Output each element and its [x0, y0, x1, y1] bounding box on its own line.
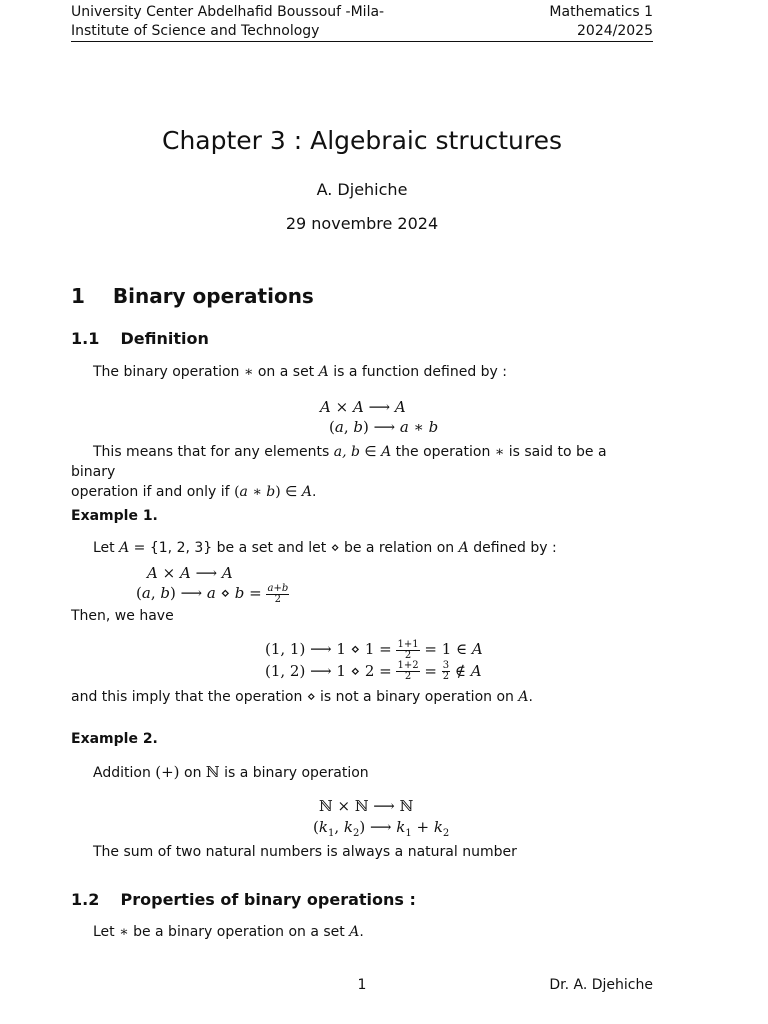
example-1-then: Then, we have: [71, 608, 174, 624]
example-1-mapping: A × A ⟶ A (a, b) ⟶ a ⋄ b = $\frac{a+b}{2}$: [136, 564, 289, 605]
subsection-heading: [71, 329, 209, 348]
example-2-sum-text: The sum of two natural numbers is always a natural number: [93, 844, 517, 860]
example-1-computation: (1, 1) ⟶ 1 ⋄ 1 = $\frac{1+1}{2}$ = 1 ∈ A (1, 2) ⟶ 1 ⋄ 2 = $\frac{1+2}{2}$ = $\frac{3}{2}$ ∉ A: [265, 638, 483, 682]
document-title: Chapter 3 : Algebraic structures: [162, 126, 562, 155]
document-date: 29 novembre 2024: [285, 214, 439, 233]
header-institution-line1: University Center Abdelhafid Boussouf -Mila-: [71, 4, 385, 20]
text-fragment: be a relation on: [343, 540, 455, 556]
header-institution: [71, 3, 384, 41]
example-1-statement: Let A = {1, 2, 3} be a set and let ⋄ be a relation on A defined by :: [93, 540, 557, 556]
text-fragment: operation if and only if: [71, 484, 230, 500]
subsection-number: 1.1: [71, 329, 100, 348]
text-fragment: .: [359, 924, 364, 940]
text-fragment: is a binary operation: [224, 765, 369, 781]
let-star-statement: Let ∗ be a binary operation on a set A.: [93, 924, 364, 940]
page-number: 1: [357, 977, 367, 993]
header-course: [549, 3, 653, 41]
header-institution-line2: Institute of Science and Technology: [71, 23, 320, 39]
header-course-line2: 2024/2025: [577, 23, 653, 39]
text-fragment: .: [311, 484, 317, 500]
text-fragment: is not a binary operation on: [320, 689, 514, 705]
definition-mapping: A × A ⟶ A (a, b) ⟶ a ∗ b: [320, 398, 439, 436]
example-1-label: Example 1.: [71, 508, 158, 524]
subsection-heading-2: [71, 890, 416, 909]
text-fragment: .: [528, 689, 533, 705]
footer-author: Dr. A. Djehiche: [549, 977, 653, 993]
text-fragment: The binary operation: [93, 364, 240, 380]
text-fragment: is a function defined by :: [333, 364, 508, 380]
text-fragment: This means that for any elements: [93, 444, 330, 460]
text-fragment: and this imply that the operation: [71, 689, 303, 705]
example-2-mapping: ℕ × ℕ ⟶ ℕ ($k_1$, $k_2$) ⟶ $k_1 + k_2$: [313, 797, 450, 839]
text-fragment: be a binary operation on a set: [133, 924, 345, 940]
text-fragment: on a set: [257, 364, 315, 380]
section-title: Binary operations: [112, 284, 314, 308]
text-fragment: defined by :: [473, 540, 557, 556]
text-fragment: Addition: [93, 765, 151, 781]
text-fragment: Let: [93, 924, 115, 940]
example-2-statement: Addition (+) on ℕ is a binary operation: [93, 763, 369, 781]
definition-explanation: This means that for any elements a, b ∈ A the operation ∗ is said to be a binary operation if and only if (a ∗ b) ∈ A.: [71, 444, 607, 500]
text-fragment: be a set and let: [216, 540, 327, 556]
header-course-line1: Mathematics 1: [549, 4, 653, 20]
section-number: 1: [71, 284, 85, 308]
header-rule: [71, 41, 653, 42]
text-fragment: on: [184, 765, 202, 781]
subsection-title: Properties of binary operations :: [120, 890, 416, 909]
subsection-number: 1.2: [71, 890, 100, 909]
text-fragment: the operation: [395, 444, 491, 460]
example-2-label: Example 2.: [71, 731, 158, 747]
section-heading: [71, 284, 314, 308]
text-fragment: Let: [93, 540, 115, 556]
definition-paragraph: The binary operation ∗ on a set A is a function defined by :: [93, 364, 508, 380]
text-fragment: is said to be a binary: [71, 444, 607, 480]
document-author: A. Djehiche: [316, 180, 408, 199]
example-1-conclusion: and this imply that the operation ⋄ is not a binary operation on A.: [71, 689, 533, 705]
subsection-title: Definition: [120, 329, 209, 348]
